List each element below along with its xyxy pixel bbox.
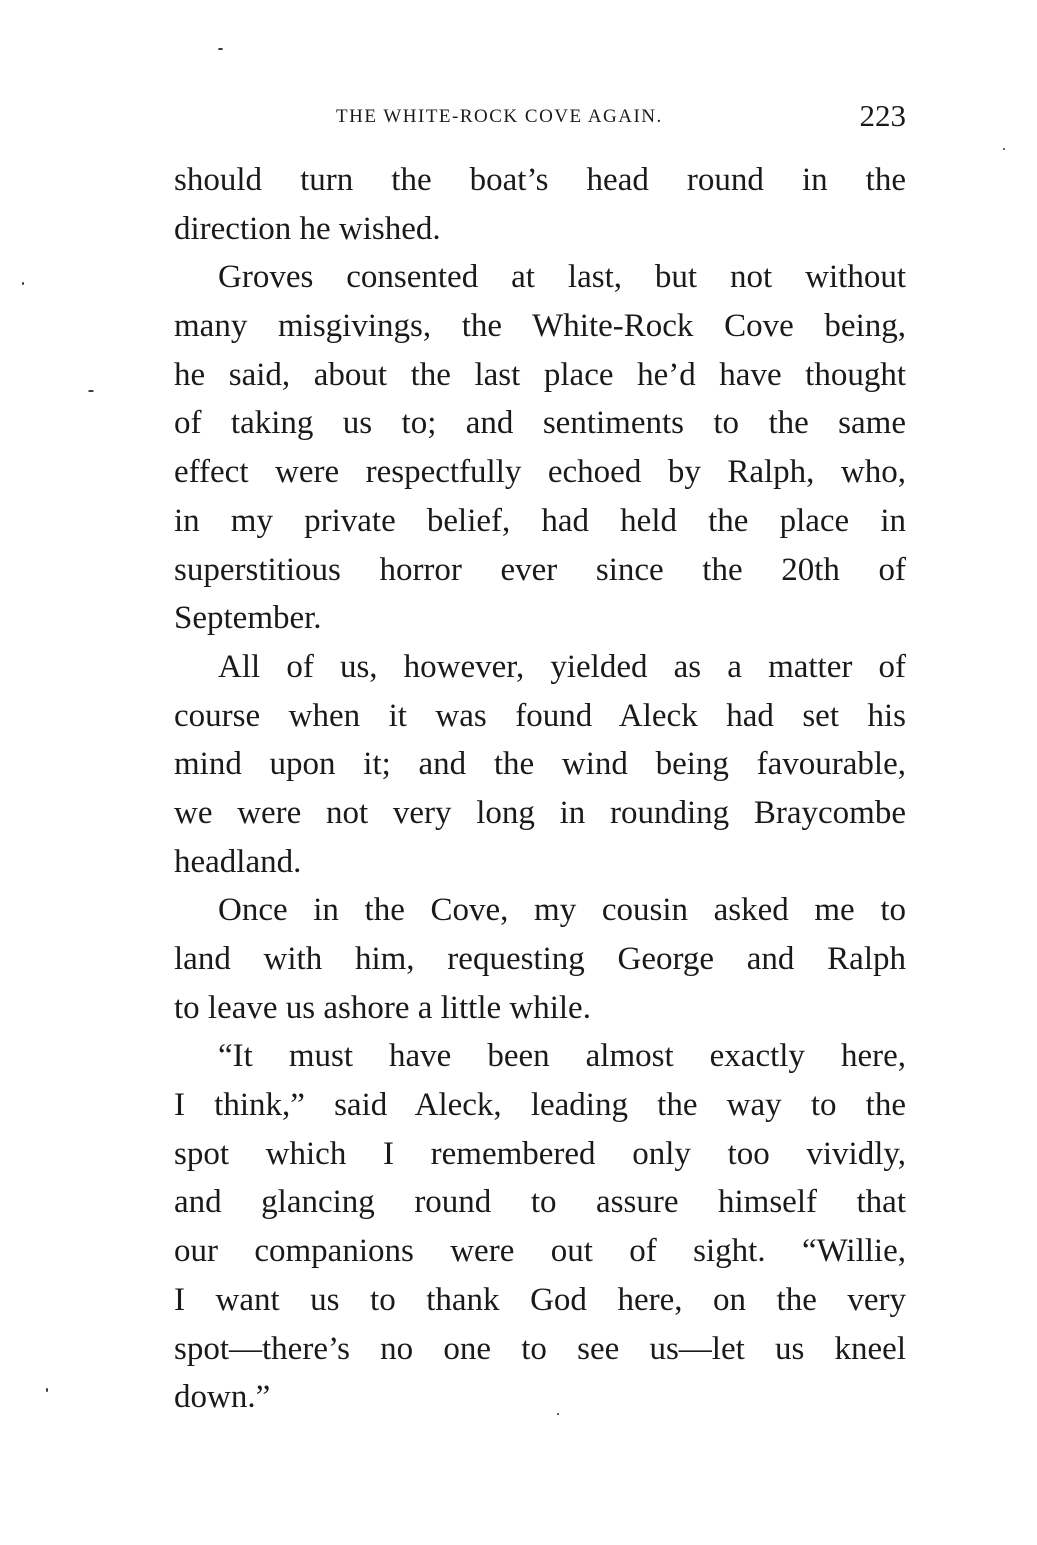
running-head bbox=[174, 96, 906, 136]
text-line: down.” bbox=[174, 1379, 271, 1416]
scan-speck bbox=[46, 1388, 48, 1392]
body-text bbox=[174, 156, 906, 1422]
text-line: we were not very long in rounding Braycombe bbox=[174, 794, 906, 831]
scan-speck bbox=[557, 1413, 559, 1415]
text-line: headland. bbox=[174, 843, 302, 880]
running-title: THE WHITE-ROCK COVE AGAIN. bbox=[336, 106, 663, 127]
text-line: course when it was found Aleck had set his bbox=[174, 697, 906, 734]
text-line: I want us to thank God here, on the very bbox=[174, 1281, 906, 1318]
text-line: All of us, however, yielded as a matter of bbox=[218, 648, 906, 685]
text-line: our companions were out of sight. “Willie, bbox=[174, 1233, 906, 1270]
text-line: I think,” said Aleck, leading the way to the bbox=[174, 1087, 906, 1124]
scan-speck bbox=[218, 48, 223, 50]
text-line: he said, about the last place he’d have thought bbox=[174, 356, 906, 393]
text-line: Once in the Cove, my cousin asked me to bbox=[218, 892, 906, 929]
text-line: mind upon it; and the wind being favourable, bbox=[174, 746, 906, 783]
text-line: Groves consented at last, but not without bbox=[218, 259, 906, 296]
text-line: of taking us to; and sentiments to the same bbox=[174, 405, 906, 442]
text-line: spot which I remembered only too vividly, bbox=[174, 1135, 906, 1172]
scan-speck bbox=[22, 282, 24, 285]
scan-speck bbox=[88, 390, 94, 392]
text-line: September. bbox=[174, 600, 322, 637]
text-line: and glancing round to assure himself that bbox=[174, 1184, 906, 1221]
text-line: “It must have been almost exactly here, bbox=[218, 1038, 906, 1075]
text-line: should turn the boat’s head round in the bbox=[174, 162, 906, 198]
text-line: direction he wished. bbox=[174, 210, 441, 247]
text-line: superstitious horror ever since the 20th of bbox=[174, 551, 906, 588]
text-line: many misgivings, the White-Rock Cove being, bbox=[174, 308, 906, 345]
text-line: effect were respectfully echoed by Ralph, who, bbox=[174, 454, 906, 491]
text-line: in my private belief, had held the place in bbox=[174, 502, 906, 539]
text-line: to leave us ashore a little while. bbox=[174, 989, 591, 1026]
text-line: land with him, requesting George and Ralph bbox=[174, 941, 906, 977]
page-number: 223 bbox=[859, 98, 906, 133]
scan-speck bbox=[1003, 148, 1005, 150]
text-line: spot—there’s no one to see us—let us kneel bbox=[174, 1330, 906, 1367]
